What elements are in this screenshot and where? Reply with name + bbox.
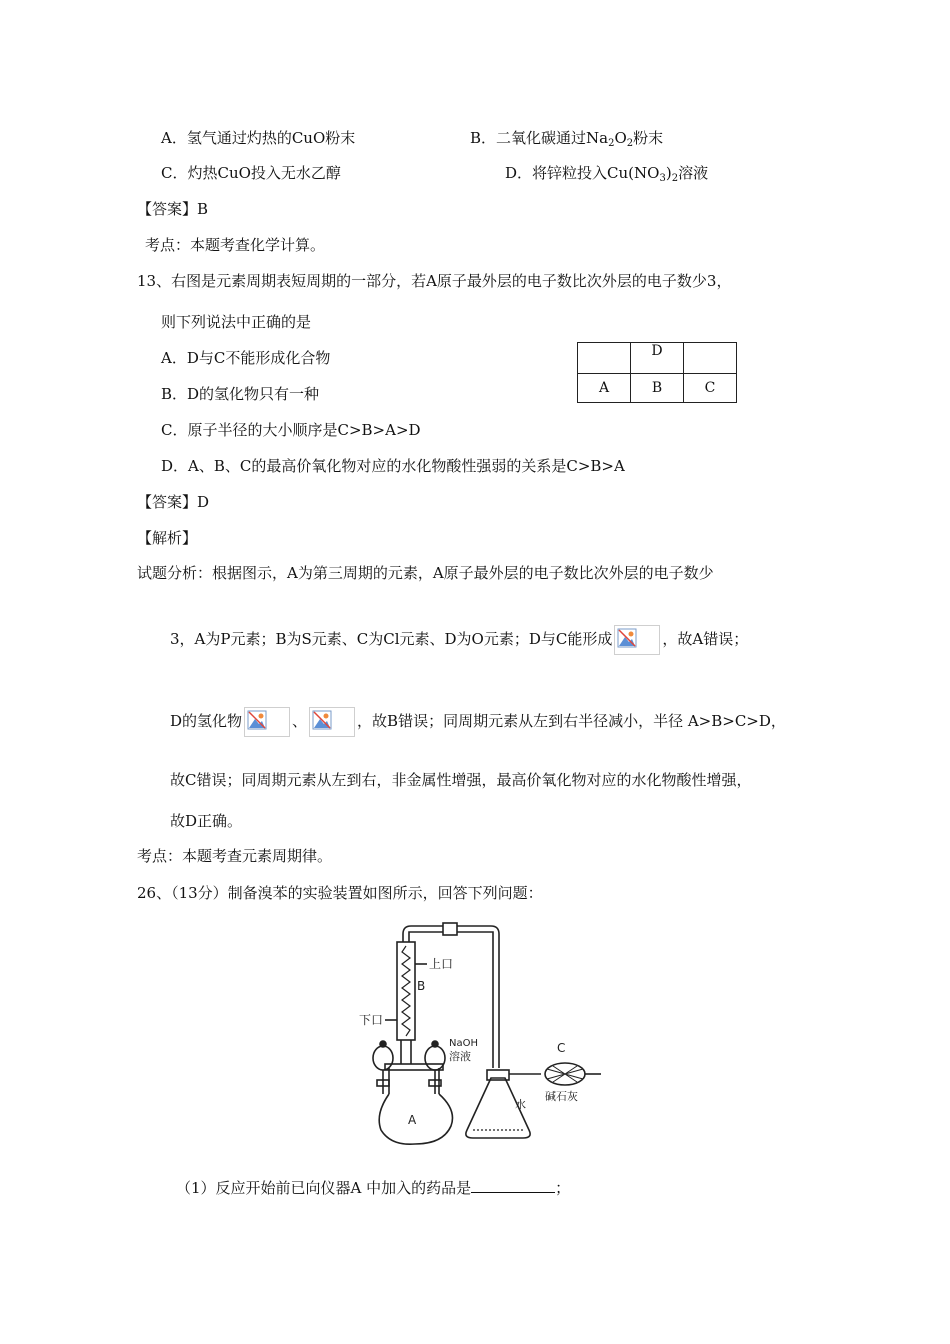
q13-option-b: B．D的氢化物只有一种 (161, 385, 320, 403)
q13-jiexi-heading: 【解析】 (137, 529, 198, 547)
broken-image-icon (244, 707, 290, 737)
q12-option-d: D．将锌粒投入$Cu(NO_3)_2$溶液 (505, 164, 709, 184)
pt-cell-a: A (578, 374, 631, 403)
q13-analysis-line1: 试题分析：根据图示，A为第三周期的元素，A原子最外层的电子数比次外层的电子数少 (137, 564, 714, 582)
q13-option-d: D．A、B、C的最高价氧化物对应的水化物酸性强弱的关系是C>B>A (161, 457, 625, 475)
q13-kaodian: 考点：本题考查元素周期律。 (137, 847, 333, 865)
q12-option-b: B．二氧化碳通过$Na_2O_2$粉末 (470, 129, 664, 149)
label-lower-port: 下口 (359, 1013, 384, 1027)
q12-kaodian: 考点：本题考查化学计算。 (145, 236, 326, 254)
pt-cell-c: C (684, 374, 737, 403)
bromobenzene-apparatus-diagram (355, 918, 605, 1150)
label-b: B (417, 979, 426, 993)
label-water: 水 (515, 1098, 526, 1111)
answer-blank[interactable] (471, 1178, 555, 1193)
q13-option-a: A．D与C不能形成化合物 (161, 349, 331, 367)
q26-subquestion-1: （1）反应开始前已向仪器A 中加入的药品是 ； (176, 1179, 571, 1197)
q12-option-a: A．氢气通过灼热的CuO粉末 (161, 129, 356, 147)
q12-answer: 【答案】B (137, 200, 209, 218)
pt-cell-d: D (631, 343, 684, 374)
pt-cell-empty-left (578, 343, 631, 374)
label-solution: 溶液 (449, 1050, 471, 1063)
pt-cell-empty-right (684, 343, 737, 374)
q12-option-c: C．灼热CuO投入无水乙醇 (161, 164, 341, 182)
q13-analysis-line4: 故C错误；同周期元素从左到右，非金属性增强，最高价氧化物对应的水化物酸性增强， (170, 771, 752, 789)
q13-stem-line2: 则下列说法中正确的是 (161, 313, 312, 331)
q13-stem-line1: 13、右图是元素周期表短周期的一部分，若A原子最外层的电子数比次外层的电子数少3， (137, 272, 732, 290)
pt-cell-b: B (631, 374, 684, 403)
label-upper-port: 上口 (429, 957, 454, 971)
periodic-table-fragment (577, 342, 737, 403)
q26-stem: 26、（13分）制备溴苯的实验装置如图所示，回答下列问题： (137, 884, 543, 902)
label-a: A (408, 1113, 417, 1127)
q13-analysis-line2: 3，A为P元素；B为S元素、C为Cl元素、D为O元素；D与C能形成 ，故A错误； (170, 623, 748, 655)
broken-image-icon (614, 625, 660, 655)
label-c: C (557, 1041, 566, 1055)
broken-image-icon (309, 707, 355, 737)
q13-answer: 【答案】D (137, 493, 210, 511)
q13-analysis-line3: D的氢化物 、 ，故B错误；同周期元素从左到右半径减小，半径 A>B>C>D， (170, 705, 786, 737)
q13-analysis-line5: 故D正确。 (170, 812, 243, 830)
q13-option-c: C．原子半径的大小顺序是C>B>A>D (161, 421, 421, 439)
label-soda-lime: 碱石灰 (545, 1090, 578, 1103)
label-naoh: NaOH (449, 1038, 478, 1049)
